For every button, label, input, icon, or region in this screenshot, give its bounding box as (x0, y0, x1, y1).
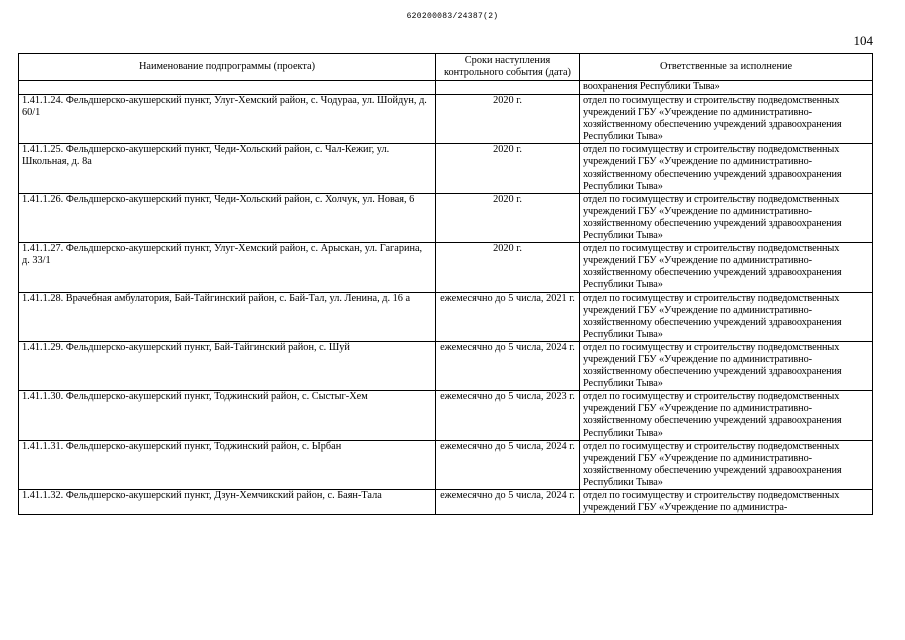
row-name: 1.41.1.26. Фельдшерско-акушерский пункт, Чеди-Хольский район, с. Холчук, ул. Новая, 6 (19, 193, 436, 242)
row-name: 1.41.1.30. Фельдшерско-акушерский пункт, Тоджинский район, с. Сыстыг-Хем (19, 391, 436, 440)
carryover-row (19, 81, 873, 95)
row-responsible: отдел по госимуществу и строительству подведомственных учреждений ГБУ «Учреждение по административно-хозяйственному обеспечению учреждений здравоохранения Республики Тыва» (580, 292, 873, 341)
row-responsible: отдел по госимуществу и строительству подведомственных учреждений ГБУ «Учреждение по административно-хозяйственному обеспечению учреждений здравоохранения Республики Тыва» (580, 440, 873, 489)
table-row (19, 292, 873, 341)
header-name: Наименование подпрограммы (проекта) (19, 54, 436, 81)
row-responsible: отдел по госимуществу и строительству подведомственных учреждений ГБУ «Учреждение по административно-хозяйственному обеспечению учреждений здравоохранения Республики Тыва» (580, 193, 873, 242)
row-name: 1.41.1.24. Фельдшерско-акушерский пункт, Улуг-Хемский район, с. Чодураа, ул. Шойдун, д. 60/1 (19, 95, 436, 144)
row-deadline: 2020 г. (436, 144, 580, 193)
table-row (19, 391, 873, 440)
events-table (18, 53, 873, 515)
row-deadline: ежемесячно до 5 числа, 2023 г. (436, 391, 580, 440)
row-deadline: ежемесячно до 5 числа, 2024 г. (436, 440, 580, 489)
document-code: 620200083/24387(2) (406, 12, 499, 21)
carryover-date-cell (436, 81, 580, 95)
table-row (19, 440, 873, 489)
table-row (19, 243, 873, 292)
row-name: 1.41.1.27. Фельдшерско-акушерский пункт, Улуг-Хемский район, с. Арыскан, ул. Гагарина, д. 33/1 (19, 243, 436, 292)
row-deadline: ежемесячно до 5 числа, 2021 г. (436, 292, 580, 341)
row-responsible: отдел по госимуществу и строительству подведомственных учреждений ГБУ «Учреждение по административно-хозяйственному обеспечению учреждений здравоохранения Республики Тыва» (580, 243, 873, 292)
carryover-responsible-cell: воохранения Республики Тыва» (580, 81, 873, 95)
table-row-partial (19, 490, 873, 515)
row-deadline: ежемесячно до 5 числа, 2024 г. (436, 341, 580, 390)
row-responsible: отдел по госимуществу и строительству подведомственных учреждений ГБУ «Учреждение по административно-хозяйственному обеспечению учреждений здравоохранения Республики Тыва» (580, 391, 873, 440)
row-name: 1.41.1.32. Фельдшерско-акушерский пункт, Дзун-Хемчикский район, с. Баян-Тала (19, 490, 436, 515)
table-header-row (19, 54, 873, 81)
row-responsible: отдел по госимуществу и строительству подведомственных учреждений ГБУ «Учреждение по административно-хозяйственному обеспечению учреждений здравоохранения Республики Тыва» (580, 95, 873, 144)
row-name: 1.41.1.28. Врачебная амбулатория, Бай-Тайгинский район, с. Бай-Тал, ул. Ленина, д. 16 а (19, 292, 436, 341)
table-row (19, 193, 873, 242)
row-deadline: 2020 г. (436, 193, 580, 242)
row-deadline: 2020 г. (436, 95, 580, 144)
row-deadline: 2020 г. (436, 243, 580, 292)
table-row (19, 95, 873, 144)
row-deadline: ежемесячно до 5 числа, 2024 г. (436, 490, 580, 515)
row-responsible: отдел по госимуществу и строительству подведомственных учреждений ГБУ «Учреждение по администра- (580, 490, 873, 515)
table-row (19, 341, 873, 390)
page-number: 104 (853, 33, 873, 48)
row-name: 1.41.1.25. Фельдшерско-акушерский пункт, Чеди-Хольский район, с. Чал-Кежиг, ул. Школьная, д. 8а (19, 144, 436, 193)
table-row (19, 144, 873, 193)
header-responsible: Ответственные за исполнение (580, 54, 873, 81)
row-responsible: отдел по госимуществу и строительству подведомственных учреждений ГБУ «Учреждение по административно-хозяйственному обеспечению учреждений здравоохранения Республики Тыва» (580, 144, 873, 193)
row-responsible: отдел по госимуществу и строительству подведомственных учреждений ГБУ «Учреждение по административно-хозяйственному обеспечению учреждений здравоохранения Республики Тыва» (580, 341, 873, 390)
row-name: 1.41.1.29. Фельдшерско-акушерский пункт, Бай-Тайгинский район, с. Шуй (19, 341, 436, 390)
header-deadline: Сроки наступления контрольного события (дата) (436, 54, 580, 81)
row-name: 1.41.1.31. Фельдшерско-акушерский пункт, Тоджинский район, с. Ырбан (19, 440, 436, 489)
carryover-name-cell (19, 81, 436, 95)
